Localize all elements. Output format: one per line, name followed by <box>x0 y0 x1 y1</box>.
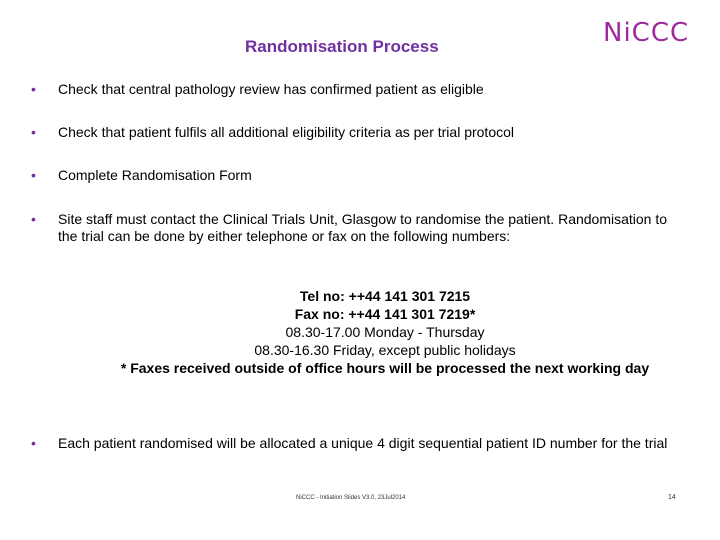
bullet-text: Each patient randomised will be allocated a unique 4 digit sequential patient ID number for the trial <box>58 435 668 451</box>
bullet-text: Complete Randomisation Form <box>58 167 252 183</box>
bullet-text: Check that central pathology review has confirmed patient as eligible <box>58 81 484 97</box>
bullet-icon: • <box>31 81 36 97</box>
bullet-text: Site staff must contact the Clinical Trials Unit, Glasgow to randomise the patient. Randomisation to the trial can be done by either telephone or fax on the following numbers: <box>58 211 668 244</box>
niccc-logo: NiCCC <box>603 18 690 48</box>
fax-note: * Faxes received outside of office hours will be processed the next working day <box>120 360 650 376</box>
bullet-icon: • <box>31 211 36 227</box>
telephone-number: Tel no: ++44 141 301 7215 <box>299 288 471 304</box>
bullet-icon: • <box>31 124 36 140</box>
bullet-icon: • <box>31 167 36 183</box>
slide-footer: NiCCC - Initiation Slides V3.0, 23Jul2014 <box>296 495 406 501</box>
bullet-icon: • <box>31 435 36 451</box>
friday-hours: 08.30-16.30 Friday, except public holidays <box>254 342 516 358</box>
bullet-text: Check that patient fulfils all additional eligibility criteria as per trial protocol <box>58 124 514 140</box>
slide-title: Randomisation Process <box>245 37 439 56</box>
page-number: 14 <box>668 494 676 501</box>
weekday-hours: 08.30-17.00 Monday - Thursday <box>285 324 485 340</box>
contact-details <box>100 287 670 377</box>
fax-number: Fax no: ++44 141 301 7219* <box>294 306 476 322</box>
